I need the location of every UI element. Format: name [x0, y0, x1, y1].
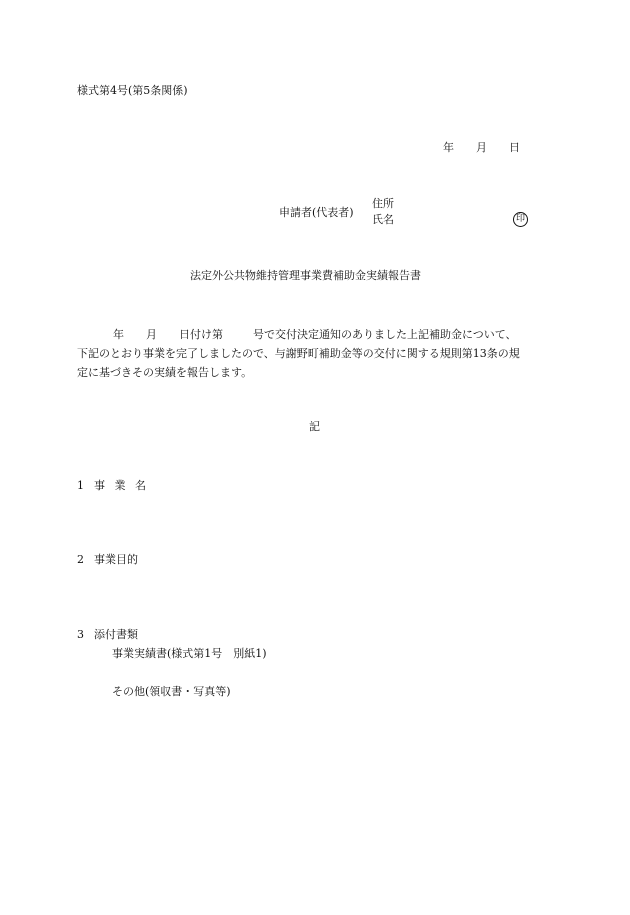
item-label: 事業目的 — [94, 553, 138, 566]
body-line-2: 下記のとおり事業を完了しましたので、与謝野町補助金等の交付に関する規則第13条の規 — [77, 347, 520, 360]
item-project-purpose — [77, 553, 138, 566]
name-label: 氏名 — [372, 213, 394, 226]
date-month-label: 月 — [476, 141, 487, 154]
body-line-1-rest: 号で交付決定通知のありました上記補助金について、 — [253, 328, 517, 341]
item-label: 添付書類 — [94, 628, 138, 641]
applicant-role: 申請者(代表者) — [279, 206, 354, 219]
body-year-label: 年 — [113, 328, 124, 341]
date-day-label: 日 — [509, 141, 520, 154]
body-date-number-label: 日付け第 — [179, 328, 223, 341]
date-year-label: 年 — [443, 141, 454, 154]
item-label: 事 業 名 — [94, 479, 149, 492]
address-label: 住所 — [372, 197, 394, 210]
body-text — [77, 325, 547, 382]
date-line — [443, 141, 520, 154]
body-line-3: 定に基づきその実績を報告します。 — [77, 366, 253, 379]
item-number: 3 — [77, 628, 84, 641]
item-number: 1 — [77, 479, 87, 492]
item-attachments — [77, 628, 138, 641]
attachment-item: その他(領収書・写真等) — [112, 685, 231, 698]
attachment-item: 事業実績書(様式第1号 別紙1) — [112, 647, 267, 660]
item-project-name — [77, 479, 149, 492]
document-title: 法定外公共物維持管理事業費補助金実績報告書 — [190, 269, 421, 282]
form-number: 様式第4号(第5条関係) — [77, 84, 188, 97]
body-line-1 — [77, 325, 547, 344]
item-number: 2 — [77, 553, 84, 566]
seal-mark: 印 — [513, 212, 528, 227]
body-month-label: 月 — [146, 328, 157, 341]
note-heading: 記 — [309, 420, 320, 433]
